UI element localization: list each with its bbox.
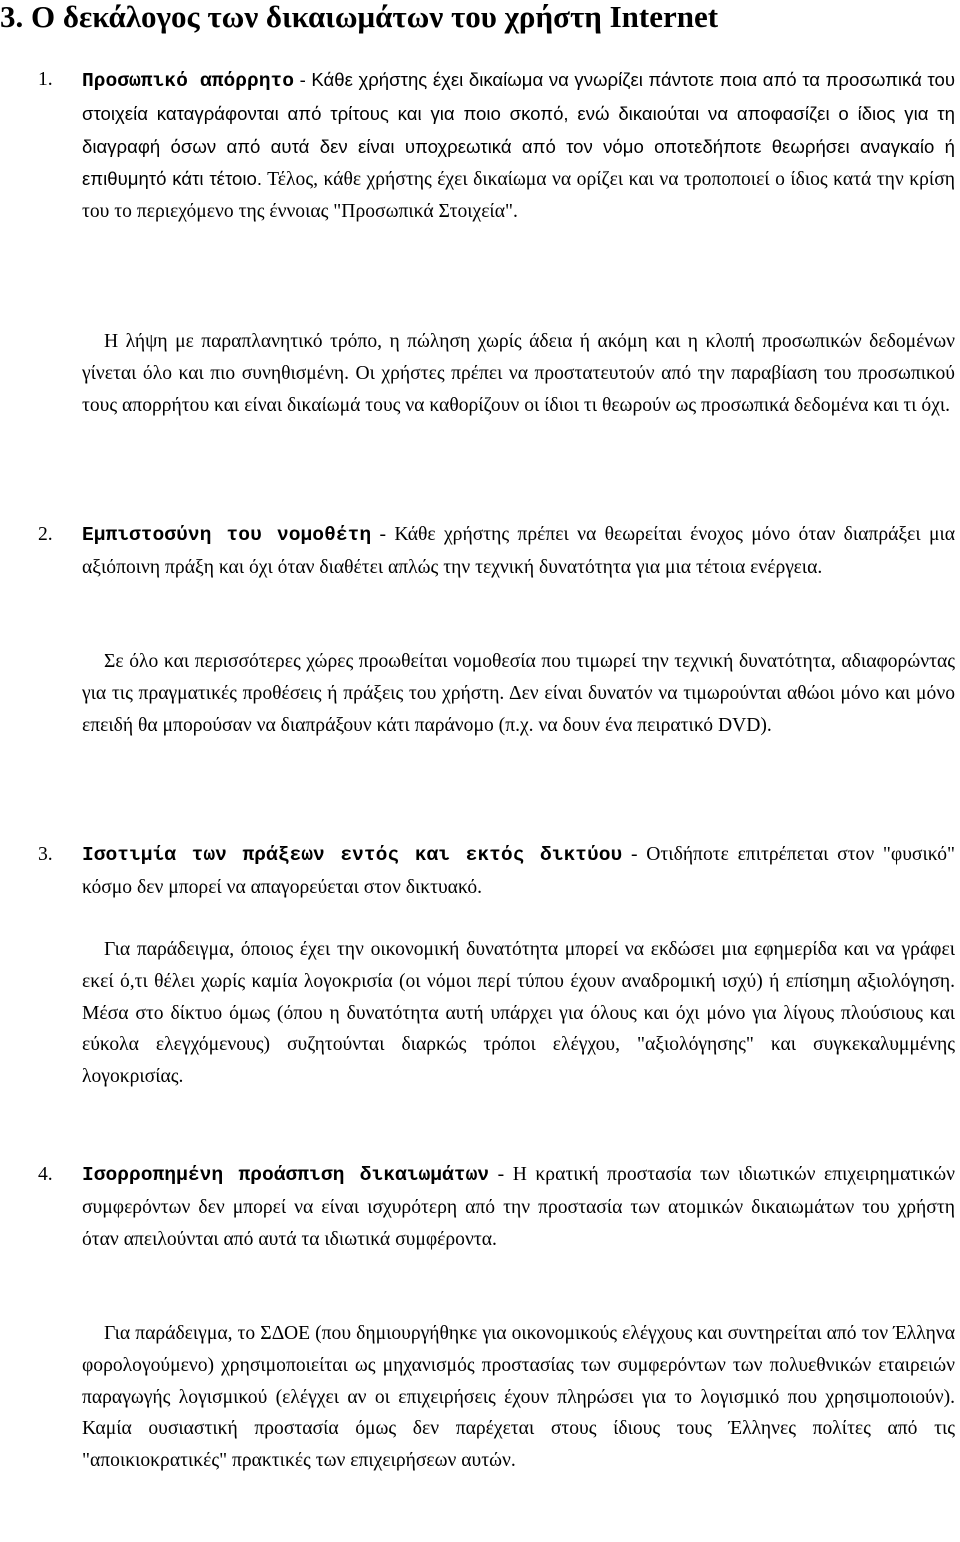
item-1-paragraph: Η λήψη με παραπλανητικό τρόπο, η πώληση χωρίς άδεια ή ακόμη και η κλοπή προσωπικών δεδομένων γίνεται όλο και πιο συνηθισμένη. Οι χρήστες πρέπει να προστατευτούν από την παραβίαση του προσωπικού τους απορρήτου και είναι δικαίωμά τους να καθορίζουν οι ίδιοι τι θεωρούν ως προσωπικά δεδομένα και τι όχι. — [82, 331, 955, 416]
item-4 — [38, 1159, 955, 1255]
item-number: 2. — [38, 524, 53, 545]
item-text: - Οτιδήποτε επιτρέπεται στον "φυσικό" κόσμο δεν μπορεί να απαγορεύεται στον δικτυακό. — [82, 844, 955, 898]
item-text: - Κάθε χρήστης πρέπει να θεωρείται ένοχος μόνο όταν διαπράξει μια αξιόποινη πράξη και όχι όταν διαθέτει απλώς την τεχνική δυνατότητα για μια τέτοια ενέργεια. — [82, 524, 955, 578]
section-heading: 3. Ο δεκάλογος των δικαιωμάτων του χρήστη Internet — [0, 0, 719, 34]
item-text: - Η κρατική προστασία των ιδιωτικών επιχειρηματικών συμφερόντων δεν μπορεί να είναι ισχυρότερη από την προστασία των ατομικών δικαιωμάτων του χρήστη όταν απειλούνται από αυτά τα ιδιωτικά συμφέροντα. — [82, 1164, 955, 1250]
item-1 — [38, 64, 955, 228]
item-3-paragraph: Για παράδειγμα, όποιος έχει την οικονομική δυνατότητα μπορεί να εκδώσει μια εφημερίδα και να γράφει εκεί ό,τι θέλει χωρίς καμία λογοκρισία (οι νόμοι περί τύπου έχουν αναδρομική ισχύ) ή επίσημη αξιολόγηση. Μέσα στο δίκτυο όμως (όπου η δυνατότητα αυτή υπάρχει για όλους και όχι μόνο για λίγους πλούσιους και εύκολα ελεγχόμενους) συζητούνται διαρκώς τρόποι ελέγχου, "αξιολόγησης" και συγκεκαλυμμένης λογοκρισίας. — [82, 939, 955, 1088]
item-number: 3. — [38, 844, 53, 865]
item-number: 4. — [38, 1164, 53, 1185]
item-2 — [38, 519, 955, 584]
item-2-paragraph: Σε όλο και περισσότερες χώρες προωθείται νομοθεσία που τιμωρεί την τεχνική δυνατότητα, αδιαφορώντας για τις πραγματικές προθέσεις ή πράξεις του χρήστη. Δεν είναι δυνατόν να τιμωρούνται αθώοι μόνο και μόνο επειδή θα μπορούσαν να διαπράξουν κάτι παράνομο (π.χ. να δουν ένα πειρατικό DVD). — [82, 651, 955, 736]
item-3 — [38, 839, 955, 904]
item-title: Εμπιστοσύνη του νομοθέτη — [82, 524, 372, 546]
item-number: 1. — [38, 69, 53, 90]
item-title: Προσωπικό απόρρητο — [82, 70, 295, 92]
item-title: Ισοτιμία των πράξεων εντός και εκτός δικτύου — [82, 844, 623, 866]
item-4-paragraph: Για παράδειγμα, το ΣΔΟΕ (που δημιουργήθηκε για οικονομικούς ελέγχους και συντηρείται από τον Έλληνα φορολογούμενο) χρησιμοποιείται ως μηχανισμός προστασίας των συμφερόντων των πολυεθνικών εταιρειών παραγωγής λογισμικού (ελέγχει αν οι επιχειρήσεις έχουν πληρώσει για το λογισμικό που χρησιμοποιούν). Καμία ουσιαστική προστασία όμως δεν παρέχεται στους ίδιους τους Έλληνες πολίτες από τις "αποικιοκρατικές" πρακτικές των επιχειρήσεων αυτών. — [82, 1323, 955, 1472]
item-text: - Κάθε χρήστης έχει δικαίωμα να γνωρίζει πάντοτε ποια από τα προσωπικά του στοιχεία καταγράφονται από τρίτους και για ποιο σκοπό, ενώ δικαιούται να αποφασίζει ο ίδιος για τη διαγραφή όσων από αυτά δεν είναι υποχρεωτικά από τον νόμο οποτεδήποτε θεωρήσει αναγκαίο ή επιθυμητό κάτι τέτοιο. — [82, 69, 955, 190]
item-text-continued: Τέλος, κάθε χρήστης έχει δικαίωμα να ορίζει και να τροποποιεί ο ίδιος κατά την κρίση του το περιεχόμενο της έννοιας "Προσωπικά Στοιχεία". — [82, 169, 955, 223]
item-title: Ισορροπημένη προάσπιση δικαιωμάτων — [82, 1164, 490, 1186]
